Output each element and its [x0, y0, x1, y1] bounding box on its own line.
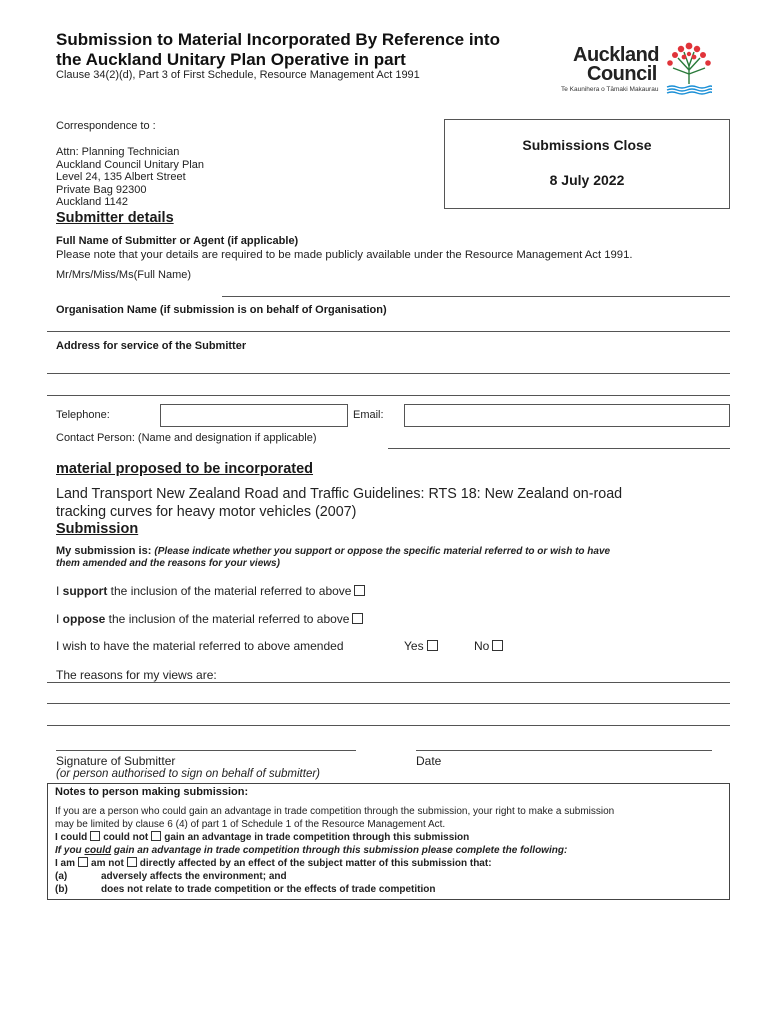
condition-a-label: (a)	[55, 870, 68, 882]
logo-line-2: Council	[587, 63, 657, 85]
notes-heading: Notes to person making submission:	[55, 786, 249, 798]
material-line-1: Land Transport New Zealand Road and Traffic Guidelines: RTS 18: New Zealand on-road	[56, 486, 623, 502]
iam-text: directly affected by an effect of the subject matter of this submission that:	[139, 858, 492, 870]
address-line: Attn: Planning Technician	[56, 146, 180, 158]
title-line-1: Submission to Material Incorporated By Reference into	[56, 30, 500, 49]
condition-a-text: adversely affects the environment; and	[101, 870, 287, 882]
salutation-label: Mr/Mrs/Miss/Ms(Full Name)	[56, 269, 192, 281]
submission-intro-italic-1: (Please indicate whether you support or oppose the specific material referred to or wish to have	[154, 546, 611, 557]
amend-no-checkbox[interactable]	[492, 640, 503, 651]
condition-b-label: (b)	[55, 883, 68, 895]
submission-intro	[56, 545, 610, 570]
postal-address	[56, 146, 204, 209]
correspondence-label: Correspondence to :	[56, 120, 156, 132]
could-row	[55, 831, 720, 845]
iam-row	[55, 857, 720, 871]
notes-para-1: If you are a person who could gain an advantage in trade competition through the submission, your right to make a submission	[55, 806, 615, 817]
submissions-close-box	[444, 119, 730, 209]
notes-body	[55, 806, 720, 896]
could-checkbox[interactable]	[90, 831, 100, 841]
email-input[interactable]	[404, 404, 730, 427]
oppose-text: the inclusion of the material referred to above	[105, 612, 350, 626]
telephone-label: Telephone:	[56, 409, 110, 421]
support-checkbox[interactable]	[354, 585, 365, 596]
iam-label: I am	[55, 858, 76, 870]
page-title	[56, 30, 500, 70]
material-heading: material proposed to be incorporated	[56, 461, 314, 477]
condition-b	[55, 884, 720, 897]
submission-intro-italic-2: them amended and the reasons for your views)	[56, 558, 280, 569]
condition-a	[55, 871, 720, 884]
no-label: No	[474, 639, 490, 653]
amend-yes-checkbox[interactable]	[427, 640, 438, 651]
submissions-close-date: 8 July 2022	[549, 172, 625, 188]
oppose-option	[56, 612, 363, 626]
reasons-input-line-3[interactable]	[47, 725, 730, 726]
notes-para-2: may be limited by clause 6 (4) of part 1 of Schedule 1 of the Resource Management Act.	[55, 818, 446, 830]
iam-checkbox[interactable]	[78, 857, 88, 867]
could-not-label: could not	[103, 832, 149, 844]
date-input-line[interactable]	[416, 750, 712, 751]
material-line-2: tracking curves for heavy motor vehicles (2007)	[56, 504, 357, 520]
submitter-details-heading: Submitter details	[56, 210, 174, 226]
could-text: gain an advantage in trade competition through this submission	[164, 832, 470, 844]
iam-not-checkbox[interactable]	[127, 857, 137, 867]
amend-yes-option	[404, 639, 438, 653]
support-word: support	[62, 584, 108, 598]
fullname-input-line[interactable]	[222, 296, 730, 297]
water-waves-icon	[666, 85, 712, 95]
could-not-checkbox[interactable]	[151, 831, 161, 841]
if-text: gain an advantage in trade competition through this submission please complete the following:	[111, 844, 568, 856]
if-could-word: could	[84, 844, 112, 856]
email-label: Email:	[353, 409, 384, 421]
amend-label: I wish to have the material referred to above amended	[56, 639, 344, 653]
reasons-label: The reasons for my views are:	[56, 668, 217, 682]
organisation-label: Organisation Name (if submission is on behalf of Organisation)	[56, 304, 387, 316]
yes-label: Yes	[404, 639, 424, 653]
submissions-close-title: Submissions Close	[522, 137, 652, 153]
could-label: I could	[55, 832, 88, 844]
page-subtitle: Clause 34(2)(d), Part 3 of First Schedule, Resource Management Act 1991	[56, 69, 420, 81]
telephone-input[interactable]	[160, 404, 348, 427]
if-prefix: If you	[55, 844, 85, 856]
logo-tagline: Te Kaunihera o Tāmaki Makaurau	[561, 86, 659, 93]
address-line: Auckland Council Unitary Plan	[56, 158, 204, 171]
date-label: Date	[416, 754, 442, 768]
privacy-notice: Please note that your details are required to be made publicly available under the Resource Management Act 1991.	[56, 249, 633, 261]
amend-no-option	[474, 639, 503, 653]
reasons-input-line-2[interactable]	[47, 703, 730, 704]
signature-label: Signature of Submitter	[56, 754, 176, 768]
condition-b-text: does not relate to trade competition or the effects of trade competition	[101, 883, 436, 895]
fullname-label: Full Name of Submitter or Agent (if applicable)	[56, 235, 299, 247]
oppose-word: oppose	[62, 612, 106, 626]
submission-intro-bold: My submission is:	[56, 545, 155, 557]
contact-person-label: Contact Person: (Name and designation if applicable)	[56, 432, 317, 444]
organisation-input-line[interactable]	[47, 331, 730, 332]
support-text: the inclusion of the material referred to above	[107, 584, 352, 598]
material-description	[56, 485, 622, 521]
logo-line-1: Auckland	[573, 44, 660, 66]
if-could-row	[55, 845, 720, 858]
address-line: Private Bag 92300	[56, 183, 147, 196]
council-logo-text	[573, 46, 659, 84]
iam-not-label: am not	[91, 858, 124, 870]
address-line: Level 24, 135 Albert Street	[56, 171, 186, 184]
support-option	[56, 584, 365, 598]
submission-heading: Submission	[56, 521, 139, 537]
oppose-prefix: I	[56, 612, 63, 626]
address-input-line-2[interactable]	[47, 395, 730, 396]
address-label: Address for service of the Submitter	[56, 340, 247, 352]
pohutukawa-flower-icon	[664, 40, 714, 88]
address-line: Auckland 1142	[56, 196, 128, 209]
oppose-checkbox[interactable]	[352, 613, 363, 624]
signature-input-line[interactable]	[56, 750, 356, 751]
reasons-input-line-1[interactable]	[47, 682, 730, 683]
contact-person-input-line[interactable]	[388, 448, 730, 449]
title-line-2: the Auckland Unitary Plan Operative in part	[56, 50, 406, 69]
signature-sublabel: (or person authorised to sign on behalf of submitter)	[56, 768, 321, 780]
address-input-line-1[interactable]	[47, 373, 730, 374]
support-prefix: I	[56, 584, 63, 598]
